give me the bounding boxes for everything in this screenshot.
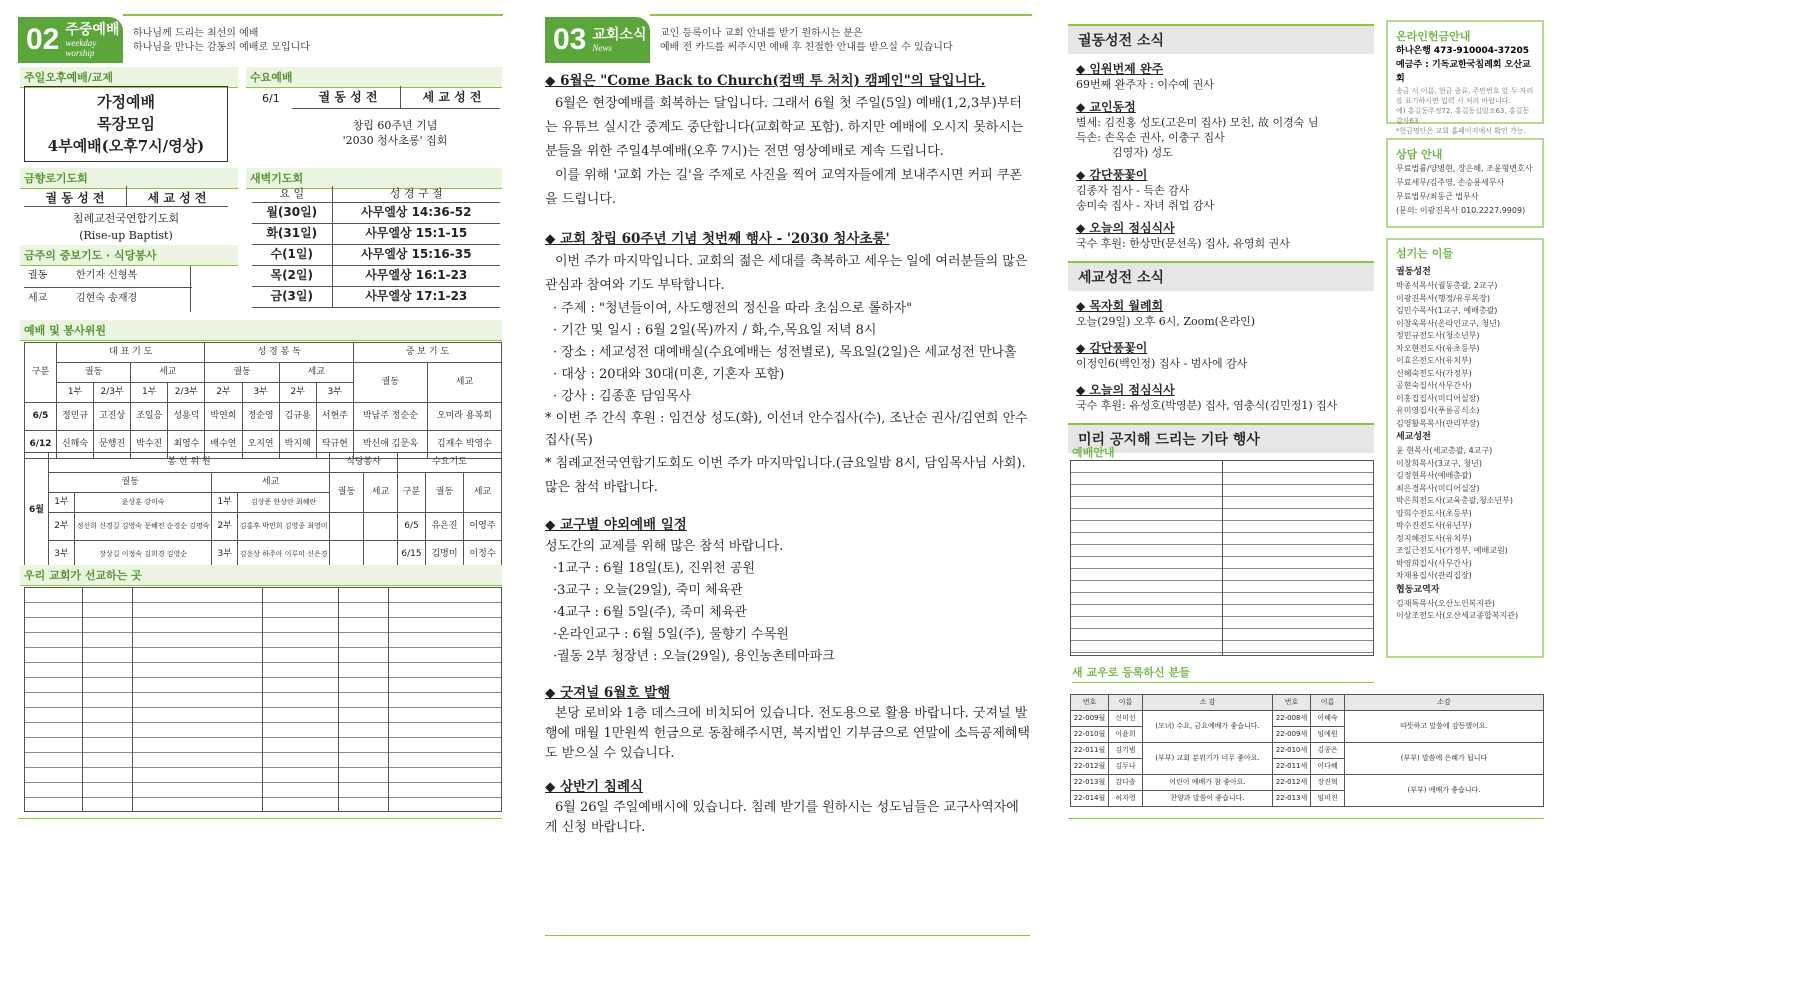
news-text: 득손: 손옥순 권사, 이충구 집사 [1076,131,1225,144]
news-heading: ◆ 상반기 침례식 [545,779,644,795]
fri-note-line: (Rise-up Baptist) [79,229,173,242]
cell: 이름 [1311,695,1345,711]
cell: 김종은 [1311,743,1345,759]
cell: 최영수 [168,431,205,459]
serve-header: 2/3부 [94,383,131,403]
cell: 감다솔 [1109,775,1143,791]
cell: 신미선 [1109,711,1143,727]
cell: 3부 [212,541,238,569]
dawn-verse: 사무엘상 17:1-23 [332,286,500,307]
staff-item: 이상조전도사(오산세교종합복지관) [1396,611,1519,620]
cell: (부부) 교회 분위기가 너무 좋아요. [1143,743,1273,775]
box-text: 하나은행 473-910004-37205 [1396,46,1530,56]
staff-item: 김재특목사(오산노인복지관) [1396,598,1495,608]
serve-header: 궐동 [330,473,364,513]
dawn-verse: 사무엘상 15:1-15 [332,223,500,244]
staff-item: 양희수전도사(초등부) [1396,508,1472,518]
serve-header: 궐동 [56,363,130,383]
news-text: 이정인6(백인정) 집사 - 범사에 감사 [1076,357,1248,370]
cell: 서현주 [316,403,353,431]
serve-header: 성 경 봉 독 [205,343,353,363]
cell: 오미라 용복희 [427,403,501,431]
divider [545,935,1030,936]
serve-header: 대 표 기 도 [56,343,204,363]
wed-col1: 궐 동 성 전 [318,90,378,104]
section-subtitle: weekday worship [65,37,97,59]
cell: 이혜숙 [1311,711,1345,727]
sunday-box [24,86,228,162]
page3-header-badge [545,17,650,63]
header-desc-line: 교인 등록이나 교회 안내를 받기 원하시는 분은 [660,28,863,39]
cell: 6/15 [398,541,426,569]
serve-header: 수요기도 [398,453,502,473]
cell: 6/5 [25,403,57,431]
divider [262,587,263,812]
cell: 임미진 [1311,791,1345,807]
cell: 22-013월 [1071,775,1109,791]
news-heading: ◆ 목자회 월례회 [1076,299,1164,313]
pray-row [24,266,192,288]
staff-list [1396,445,1534,583]
cell: 이정수 [464,541,502,569]
news-heading: ◆ 6월은 "Come Back to Church(컴백 투 처치) 캠페인"의 달입니다. [545,73,986,89]
news-paragraph: * 침례교전국연합기도회도 이번 주가 마지막입니다.(금요일밤 8시, 담임목사님 사회). 많은 참석 바랍니다. [545,456,1026,495]
sunday-line: 가정예배 [97,93,155,111]
staff-group-title: 협동교역자 [1396,584,1440,595]
cell: 신해숙 [56,431,93,459]
serve-header: 3부 [242,383,279,403]
divider [1222,460,1223,656]
cell: 2부 [49,513,75,541]
news-item: · 주제 : "청년들이여, 사도행전의 정신을 따라 초심으로 롤하자" [553,301,913,316]
section-subtitle: News [592,42,612,53]
cell: 22-009세 [1273,727,1311,743]
cell: 정순영 [242,403,279,431]
cell: (부부) 예배가 좋습니다. [1345,775,1544,807]
box-heading: 상담 안내 [1396,148,1443,161]
cell: 김상준 한상란 최혜란 [238,493,330,513]
cell: 1부 [49,493,75,513]
cell: 22-011월 [1071,743,1109,759]
divider [18,818,502,819]
cell: 22-011세 [1273,759,1311,775]
new-members-title: 새 교우로 등록하신 분들 [1072,664,1374,683]
cell: 김재수 박영수 [427,431,501,459]
mission-table [24,587,502,812]
news-item: * 이번 주 간식 후원 : 임건상 성도(화), 이선녀 안수집사(수), 조난순 권사/김연희 안수집사(목) [545,411,1028,448]
cell: 박신애 김문옥 [353,431,427,459]
new-members-table [1070,694,1544,807]
dawn-section-title: 새벽기도회 [246,168,502,189]
staff-group-title: 세교성전 [1396,432,1431,442]
cell: 정선희 신경길 김영숙 문혜진 순경순 김명숙 [75,513,212,541]
serve-header: 2/3부 [168,383,205,403]
serve-header: 봉 헌 위 원 [49,453,330,473]
staff-item: 공현숙집사(사무간사) [1396,381,1472,390]
news-heading: ◆ 교구별 야외예배 일정 [545,517,687,533]
wed-note-line: 창립 60주년 기념 [352,119,438,132]
wed-note-line: '2030 청사초롱' 집회 [342,134,448,147]
page-number: 03 [553,23,587,56]
divider [400,86,401,108]
segyo-news-bar: 세교성전 소식 [1068,261,1374,291]
dawn-verse: 사무엘상 14:36-52 [332,202,500,223]
cell: (부부) 말씀에 은혜가 됩니다 [1345,743,1544,775]
cell: 허자영 [1109,791,1143,807]
news-body [545,70,1030,838]
news-paragraph: 이번 주가 마지막입니다. 교회의 젊은 세대를 축복하고 세우는 일에 여러분들의 많은 관심과 참여와 기도 부탁합니다. [545,254,1028,293]
box-text: 무료법무/최동근 법무사 [1396,192,1479,201]
serve-row [25,403,502,431]
cell: 2부 [212,513,238,541]
guide-title: 예배안내 [1072,446,1115,459]
serve-header: 중 보 기 도 [353,343,501,363]
serve-header: 구분 [398,473,426,513]
cell: 박수진 [131,431,168,459]
divider [132,587,133,812]
news-paragraph: 6월 26일 주일예배시에 있습니다. 침례 받기를 원하시는 성도님들은 교구사역자에게 신청 바랍니다. [545,800,1019,835]
cell: 이영주 [464,513,502,541]
news-text: 69번째 완주자 : 이수예 권사 [1076,78,1214,91]
staff-item: 차오현전도사(유초등부) [1396,343,1480,353]
cell: 배수연 [205,431,242,459]
news-paragraph: 6월은 현장예배를 회복하는 달입니다. 그래서 6월 첫 주일(5일) 예배(1,2,3부)부터는 유튜브 실시간 중계도 중단합니다(교회학교 포함). 하지만 예배에 오시지 못하시는 분들을 위한 주일4부예배(오후 7시)는 전면 영상예배로 계속 드립니다. [545,96,1024,159]
news-text: 오늘(29일) 오후 6시, Zoom(온라인) [1076,315,1256,328]
box-text: (문의: 이광진목사 010.2227.9909) [1396,206,1526,215]
page2-header-badge [18,17,123,63]
news-heading: ◆ 오늘의 점심식사 [1076,221,1175,235]
box-text: 무료세무/김주영, 손승용세무사 [1396,178,1505,187]
news-item: · 기간 및 일시 : 6월 2일(목)까지 / 화,수,목요일 저녁 8시 [553,323,877,338]
cell: (모녀) 수요, 금요예배가 좋습니다. [1143,711,1273,743]
serve-header: 3부 [316,383,353,403]
cell: 6월 [25,453,49,569]
wed-section-title: 수요예배 [246,67,502,88]
news-heading: ◆ 감단풍꽃이 [1076,341,1148,355]
cell: 번호 [1273,695,1311,711]
staff-item: 최은경목사(미디어실장) [1396,483,1480,493]
cell: 성용덕 [168,403,205,431]
staff-item: 차재용집사(관리집장) [1396,571,1472,580]
serve-header: 세교 [364,473,398,513]
staff-group-title: 궐동성전 [1396,267,1431,277]
news-paragraph: 본당 로비와 1층 데스크에 비치되어 있습니다. 전도용으로 활용 바랍니다. 굿져널 발행에 매월 1만원씩 헌금으로 동참해주시면, 복지법인 기부금으로 연말에 소득공제혜택도 받으실 수 있습니다. [545,706,1030,761]
dawn-header: 성 경 구 절 [332,186,500,202]
staff-item: 조일근전도사(가정부, 예배교원) [1396,546,1508,555]
cell: 김홍후 박민희 김영종 최영미 [238,513,330,541]
staff-item: 김정현목사(예배총괄) [1396,471,1472,480]
staff-item: 이홍집집사(미디어실장) [1396,393,1480,403]
cell: 6/5 [398,513,426,541]
news-item: · 대상 : 20대와 30대(미혼, 기혼자 포함) [553,367,785,382]
cell: 유은진 [426,513,464,541]
serve-header: 세교 [464,473,502,513]
staff-item: 박은희전도사(교육총괄,청소년부) [1396,496,1513,505]
news-text: 국수 후원: 유성호(박영분) 집사, 염충식(김민정1) 집사 [1076,399,1338,412]
news-item: · 장소 : 세교성전 대예배실(수요예배는 성전별로), 목요일(2일)은 세교성전 만나홀 [553,345,1017,360]
fri-section-title: 금향로기도회 [20,168,238,189]
box-text: *헌금명단은 교회 홈페이지에서 확인 가능. [1396,127,1526,135]
pray-label: 세교 [28,293,48,304]
cell: 박남주 정순순 [353,403,427,431]
fri-note-line: 침례교전국연합기도회 [72,212,180,225]
staff-item: 정지혜전도사(유치부) [1396,533,1472,543]
cell: 이다혜 [1311,759,1345,775]
upcoming-events-bar: 미리 공지해 드리는 기타 행사 [1068,423,1374,453]
dawn-day: 금(3일) [252,286,332,307]
cell: 김두나 [1109,759,1143,775]
cell: 22-009월 [1071,711,1109,727]
serve-header: 궐동 [205,363,279,383]
staff-item: 이효은전도사(유치부) [1396,356,1472,365]
section-title: 주중예배 [65,21,120,38]
wed-note [300,118,490,148]
news-item: ·1교구 : 6월 18일(토), 진위천 공원 [553,561,756,576]
news-item: · 강사 : 김종훈 담임목사 [553,389,692,404]
serve-header: 세교 [427,363,501,403]
cell: 김기범 [1109,743,1143,759]
cell: 22-012월 [1071,759,1109,775]
page-number: 02 [26,23,60,56]
sunday-line: 4부예배(오후7시/영상) [47,137,205,155]
dawn-verse: 사무엘상 15:16-35 [332,244,500,265]
news-paragraph: 이를 위해 '교회 가는 길'을 주제로 사진을 찍어 교역자들에게 보내주시면 커피 쿠폰을 드립니다. [545,168,1023,207]
cell: 22-013세 [1273,791,1311,807]
news-heading: ◆ 교회 창립 60주년 기념 첫번째 행사 - '2030 청사초롱' [545,231,890,247]
news-item: ·온라인교구 : 6월 5일(주), 물향기 수목원 [553,627,789,642]
cell: 박지혜 [279,431,316,459]
pray-names: 한기자 신형복 [76,270,138,281]
cell: 22-010세 [1273,743,1311,759]
serve-header: 궐동 [426,473,464,513]
news-heading: ◆ 임원번제 완주 [1076,62,1164,76]
staff-item: 신혜숙전도사(가정부) [1396,368,1472,378]
staff-item: 이광진목사(행정/유루목장) [1396,293,1490,303]
header-desc-line: 하나님을 만나는 감동의 예배로 모입니다 [133,42,310,53]
pray-section-title: 금주의 중보기도 · 식당봉사 [20,245,238,266]
staff-item: 박영희집사(사무간사) [1396,558,1472,568]
serve-header: 식당봉사 [330,453,398,473]
dawn-day: 목(2일) [252,265,332,286]
header-desc-line: 하나님께 드리는 최선의 예배 [133,28,259,39]
box-heading: 섬기는 이들 [1396,247,1453,260]
serve-header: 세교 [131,363,205,383]
fri-col1: 궐 동 성 전 [45,191,105,205]
cell: 1부 [212,493,238,513]
sunday-line: 목장모임 [97,115,155,133]
dawn-table [252,186,500,308]
cell: 22-008세 [1273,711,1311,727]
pray-names: 김현숙 송재경 [76,293,138,304]
dawn-header: 요 일 [252,186,332,202]
box-text: 무료법률/양병현, 장은혜, 조윤형변호사 [1396,164,1533,173]
box-text: 예금주 : 기독교한국침례회 오산교회 [1396,60,1531,84]
divider [650,14,1032,16]
dawn-day: 화(31일) [252,223,332,244]
section-title: 교회소식 [592,26,647,43]
staff-item: 유미영집사(푸름공식소) [1396,406,1480,415]
staff-item: 박수진전도사(유년부) [1396,521,1472,530]
divider [24,206,228,207]
news-text: 송미숙 집사 - 자녀 취업 감사 [1076,199,1215,212]
cell: 장상길 이정숙 김희경 김영순 [75,541,212,569]
news-item: ·궐동 2부 청장년 : 오늘(29일), 용인농촌테마파크 [553,649,835,664]
news-text: 김종자 집사 - 득손 감사 [1076,184,1190,197]
cell: 6/12 [25,431,57,459]
cell: 이름 [1109,695,1143,711]
staff-item: 김영활목목사(관리부장) [1396,418,1480,428]
cell: 22-012세 [1273,775,1311,791]
cell: 이윤희 [1109,727,1143,743]
cell: 박연희 [205,403,242,431]
divider [190,266,191,312]
news-item: 성도간의 교제를 위해 많은 참석 바랍니다. [545,539,784,554]
cell: 김응상 하주아 이루미 신은경 [238,541,330,569]
dawn-day: 수(1일) [252,244,332,265]
serve-section-title: 예배 및 봉사위원 [20,320,502,341]
cell: 소감 [1345,695,1544,711]
right-news-column [1068,24,1374,478]
staff-list [1396,280,1534,430]
staff-item: 윤 현목사(세교총괄, 4교구) [1396,446,1493,455]
serve-header: 1부 [131,383,168,403]
news-text: 별세: 김진홍 성도(고은미 집사) 모친, 故 이경숙 님 [1076,116,1319,129]
serve-header: 세교 [279,363,353,383]
cell: 소 감 [1143,695,1273,711]
serve-table [24,342,502,459]
pray-row [24,289,192,311]
header-desc-line: 예배 전 카드를 써주시면 예배 후 친절한 안내를 받으실 수 있습니다 [660,42,953,53]
serve-header: 2부 [205,383,242,403]
serve-header: 1부 [56,383,93,403]
divider [338,587,339,812]
cell: 김명미 [426,541,464,569]
news-heading: ◆ 오늘의 점심식사 [1076,383,1175,397]
cell: 3부 [49,541,75,569]
staff-item: 박종석목사(궐동총괄, 2교구) [1396,281,1498,290]
dawn-day: 월(30일) [252,202,332,223]
cell: 번호 [1071,695,1109,711]
cell: 따뜻하고 말씀에 감동했어요. [1345,711,1544,743]
offering-table [24,452,502,569]
staff-box [1386,238,1544,658]
wed-date: 6/1 [262,92,280,105]
staff-item: 김민수목사(1교구, 예배총괄) [1396,306,1498,315]
news-item: ·3교구 : 오늘(29일), 죽미 체육관 [553,583,743,598]
sunday-section-title: 주일오후예배/교제 [20,67,238,88]
cell: 임예원 [1311,727,1345,743]
page2-header-desc [133,27,310,55]
gwoldong-news-bar: 궐동성전 소식 [1068,24,1374,54]
news-text: 국수 후원: 한상만(문선옥) 집사, 유영희 권사 [1076,237,1290,250]
staff-list [1396,598,1534,623]
cell: 윤상훈 강미숙 [75,493,212,513]
cell: 김규용 [279,403,316,431]
cell: 조일응 [131,403,168,431]
staff-item: 이창희목사(3교구, 청년) [1396,458,1482,468]
divider [126,186,127,206]
news-text: 김영자) 성도 [1112,146,1173,159]
news-heading: ◆ 굿져널 6월호 발행 [545,685,671,701]
cell: 22-010월 [1071,727,1109,743]
box-text: 송금 시 이름, 헌금 종류, 주민번호 앞 두 자리를 표기하시면 입력 시 처리 바랍니다. [1396,87,1534,105]
cell: 문행진 [94,431,131,459]
divider [292,108,500,109]
divider [123,14,503,16]
cell: 22-014월 [1071,791,1109,807]
page3-header-desc [660,27,953,55]
cell: 찬양과 말씀이 좋습니다. [1143,791,1273,807]
fri-note [24,210,228,244]
cell: 오지연 [242,431,279,459]
serve-header: 2부 [279,383,316,403]
cell: 고진상 [94,403,131,431]
divider [388,587,389,812]
news-heading: ◆ 교인동정 [1076,100,1136,114]
divider [82,587,83,812]
box-heading: 온라인헌금안내 [1396,30,1471,43]
counseling-box [1386,138,1544,228]
divider [1068,818,1544,819]
dawn-verse: 사무엘상 16:1-23 [332,265,500,286]
serve-header: 세교 [212,473,330,493]
cell: 어린이 예배가 참 좋아요. [1143,775,1273,791]
serve-header: 궐동 [49,473,212,493]
online-offering-box [1386,20,1544,135]
box-text: 예) 홍길동주정72, 홍길동십일조63, 홍길동감사63 [1396,107,1530,125]
pray-label: 궐동 [28,270,48,281]
serve-header: 구분 [25,343,57,403]
cell: 장진혁 [1311,775,1345,791]
news-item: ·4교구 : 6월 5일(주), 죽미 체육관 [553,605,747,620]
cell: 정민규 [56,403,93,431]
cell: 탁규현 [316,431,353,459]
mission-section-title: 우리 교회가 선교하는 곳 [20,565,502,586]
staff-item: 이창욱목사(온라인교구, 청년) [1396,318,1501,328]
wed-col2: 세 교 성 전 [422,90,482,104]
staff-item: 정민규전도사(청소년부) [1396,331,1480,340]
news-heading: ◆ 감단풍꽃이 [1076,168,1148,182]
serve-header: 궐동 [353,363,427,403]
fri-col2: 세 교 성 전 [147,191,207,205]
